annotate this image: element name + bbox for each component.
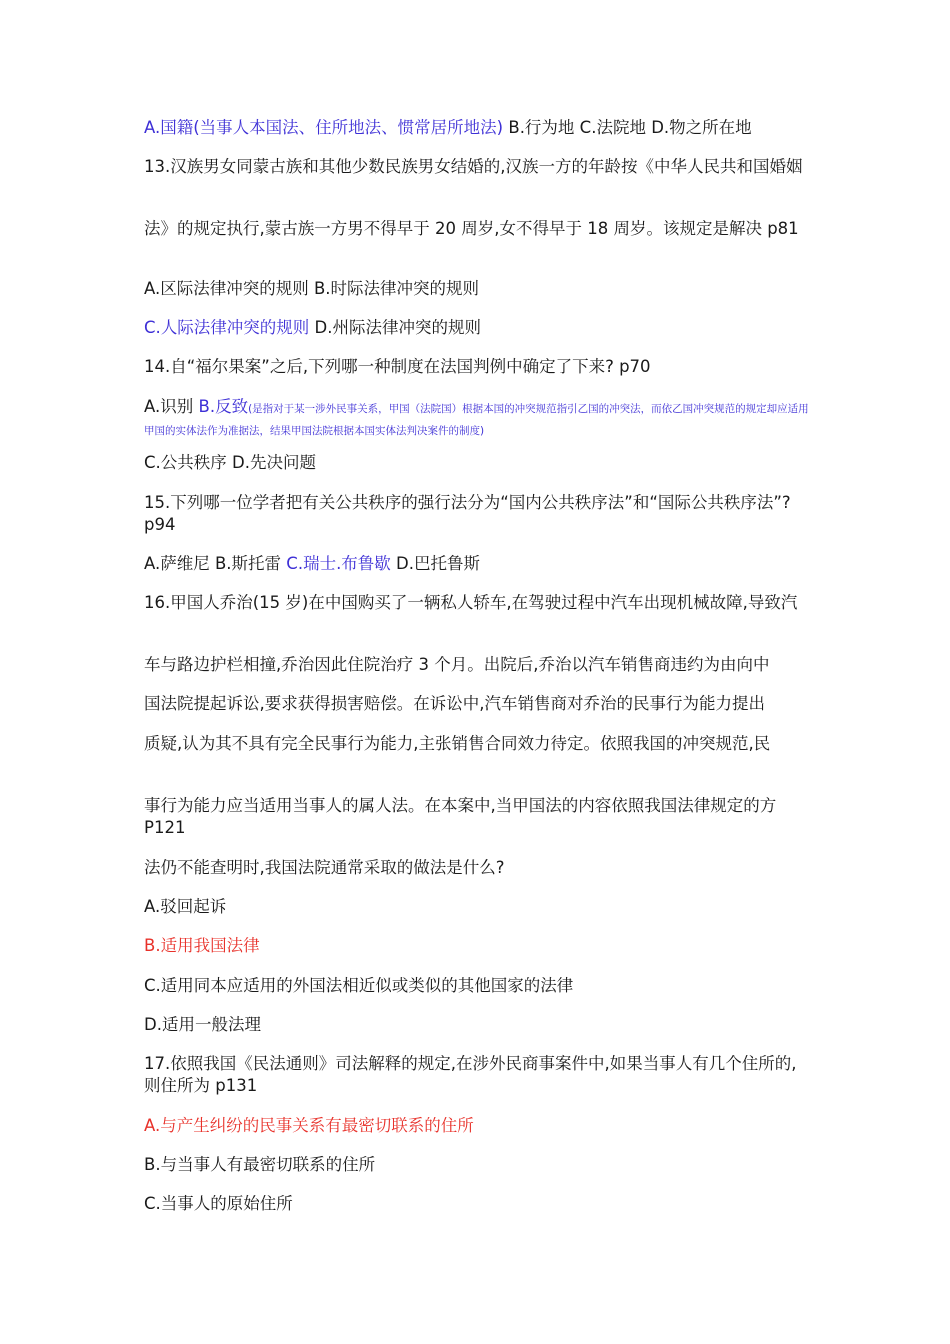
q13-stem-line-2: 法》的规定执行,蒙古族一方男不得早于 20 周岁,女不得早于 18 周岁。该规定是解决 p81 bbox=[144, 219, 799, 238]
q16-stem-line-2: 车与路边护栏相撞,乔治因此住院治疗 3 个月。出院后,乔治以汽车销售商违约为由向中 bbox=[144, 655, 770, 674]
q16-stem-line-4: 质疑,认为其不具有完全民事行为能力,主张销售合同效力待定。依照我国的冲突规范,民 bbox=[144, 734, 771, 753]
q15-option-d: D.巴托鲁斯 bbox=[390, 554, 481, 573]
q15-option-c-answer: C.瑞士.布鲁歇 bbox=[286, 554, 391, 573]
q12-other-options: B.行为地 C.法院地 D.物之所在地 bbox=[503, 118, 752, 137]
q16-option-c: C.适用同本应适用的外国法相近似或类似的其他国家的法律 bbox=[144, 976, 574, 995]
q16-option-a: A.驳回起诉 bbox=[144, 897, 227, 916]
q12-option-a-answer: A.国籍(当事人本国法、住所地法、惯常居所地法) bbox=[144, 118, 504, 137]
q14-stem: 14.自“福尔果案”之后,下列哪一种制度在法国判例中确定了下来? p70 bbox=[144, 357, 651, 376]
q16-option-d: D.适用一般法理 bbox=[144, 1015, 261, 1034]
q13-options-cd bbox=[144, 317, 812, 339]
q17-stem: 17.依照我国《民法通则》司法解释的规定,在涉外民商事案件中,如果当事人有几个住所的,则住所为 p131 bbox=[144, 1054, 797, 1095]
q13-option-c-answer: C.人际法律冲突的规则 bbox=[144, 318, 310, 337]
q15-options bbox=[144, 553, 812, 575]
q16-stem-line-3: 国法院提起诉讼,要求获得损害赔偿。在诉讼中,汽车销售商对乔治的民事行为能力提出 bbox=[144, 694, 765, 713]
q14-option-b-answer: B.反致 bbox=[198, 397, 249, 416]
q14-options-cd: C.公共秩序 D.先决问题 bbox=[144, 453, 316, 472]
q17-option-a-answer: A.与产生纠纷的民事关系有最密切联系的住所 bbox=[144, 1116, 474, 1135]
q14-answer-note: (是指对于某一涉外民事关系，甲国（法院国）根据本国的冲突规范指引乙国的冲突法，而依乙国冲突规范的规定却应适用甲国的实体法作为准据法，结果甲国法院根据本国实体法判决案件的制度) bbox=[144, 403, 809, 437]
q14-options-ab bbox=[144, 396, 812, 440]
q15-options-ab: A.萨维尼 B.斯托雷 bbox=[144, 554, 287, 573]
q13-stem-line-1: 13.汉族男女同蒙古族和其他少数民族男女结婚的,汉族一方的年龄按《中华人民共和国婚姻 bbox=[144, 157, 803, 176]
q13-option-d: D.州际法律冲突的规则 bbox=[309, 318, 481, 337]
q16-stem-line-1: 16.甲国人乔治(15 岁)在中国购买了一辆私人轿车,在驾驶过程中汽车出现机械故障,导致汽 bbox=[144, 593, 798, 612]
q16-stem-line-6: 法仍不能查明时,我国法院通常采取的做法是什么? bbox=[144, 858, 505, 877]
q14-option-a: A.识别 bbox=[144, 397, 199, 416]
q13-options-ab: A.区际法律冲突的规则 B.时际法律冲突的规则 bbox=[144, 279, 480, 298]
q17-option-b: B.与当事人有最密切联系的住所 bbox=[144, 1155, 376, 1174]
q16-option-b-answer: B.适用我国法律 bbox=[144, 936, 260, 955]
q12-answer-line bbox=[144, 117, 812, 139]
q16-stem-line-5: 事行为能力应当适用当事人的属人法。在本案中,当甲国法的内容依照我国法律规定的方 P121 bbox=[144, 796, 777, 837]
q17-option-c: C.当事人的原始住所 bbox=[144, 1194, 293, 1213]
q15-stem: 15.下列哪一位学者把有关公共秩序的强行法分为“国内公共秩序法”和“国际公共秩序法”?p94 bbox=[144, 493, 791, 534]
